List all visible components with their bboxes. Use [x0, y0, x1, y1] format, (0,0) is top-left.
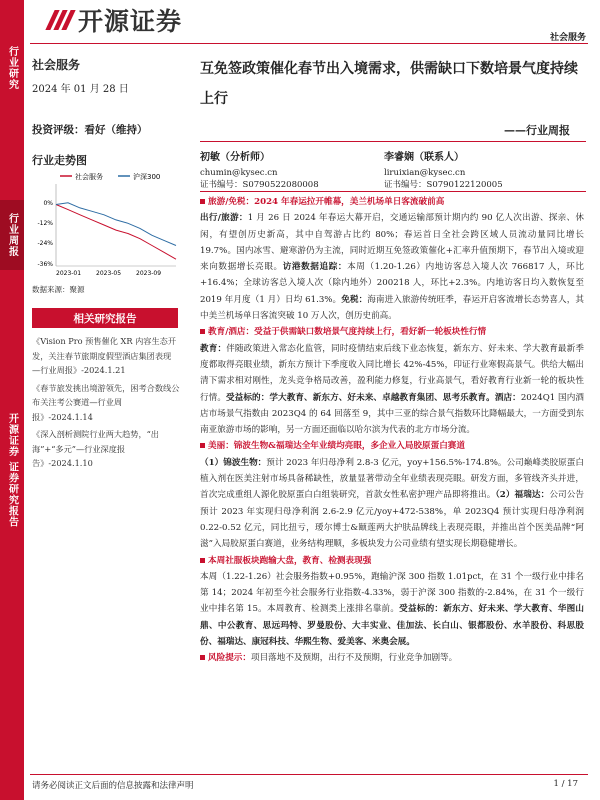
side-tab-weekly: 行业周报 [0, 200, 24, 270]
report-subtitle: ——行业周报 [504, 124, 570, 137]
brand-name: 开源证券 [78, 7, 183, 36]
report-date: 2024 年 01 月 28 日 [32, 84, 129, 95]
paragraph: 教育：伴随政策进入常态化监管，同时疫情结束后线下业态恢复，新东方、好未来、学大教育最新季度都取得亮眼业绩，新东方预计下季度收入同比增长 42%-45%，印证行业寒假高景气。供给大幅出清下需求相对刚性，龙头竞争格局改善，盈利能力修复，行业高景气，看好教育行业新一轮的板块性行情。受益标的：学大教育、新东方、好未来、卓越教育集团、思考乐教育。酒店：2024Q1 国内酒店市场景气指数由 2023Q4 的 64 回落至 9，其中三亚的综合景气指数环比降幅最大，一方面受到东南亚旅游市场的影响，另一方面还面临以哈尔滨为代表的北方市场分流。 [200, 343, 584, 436]
section-heading: 旅游/免税：2024 年春运拉开帷幕，美兰机场单日客流破前高 [208, 197, 445, 207]
legend-label-hs300: 沪深300 [133, 173, 161, 181]
legend-label-social: 社会服务 [75, 173, 103, 181]
trend-chart-svg [32, 170, 178, 280]
y-tick-3: -36% [37, 261, 53, 268]
side-tab-research: 行业研究 [6, 46, 18, 90]
trend-chart [32, 170, 178, 280]
side-tab-brand: 开源证券 证券研究报告 [6, 412, 18, 528]
data-source: 数据来源：聚源 [32, 285, 85, 294]
author-email[interactable]: chumin@kysec.cn [200, 168, 278, 178]
brand-logo [46, 6, 182, 34]
series-line-hs300 [56, 203, 176, 246]
series-line-social [56, 205, 176, 260]
trend-chart-title: 行业走势图 [32, 154, 87, 167]
author-block-1 [200, 152, 319, 191]
brand-mark-icon [46, 8, 72, 32]
x-tick-0: 2023-01 [56, 270, 82, 277]
bullet-icon [200, 655, 205, 660]
bullet-icon [200, 443, 205, 448]
report-body [200, 194, 584, 667]
footer-disclaimer[interactable]: 请务必阅读正文后面的信息披露和法律声明 [32, 781, 194, 791]
paragraph: 本周（1.22-1.26）社会服务指数+0.95%，跑输沪深 300 指数 1.01pct，在 31 个一级行业中排名第 14；2024 年初至今社会服务行业指数-4.33%，弱于沪深 300 指数的-2.84%，在 31 个一级行业中排名第 15。本周教育、检测类上涨排名靠前。受益标的：新东方、好未来、学大教育、华图山鼎、中公教育、思远玛特、罗曼股份、大丰实业、佳加法、长白山、银都股份、水羊股份、科思股份、福瑞达、康冠科技、华熙生物、爱美客、米奥会展。 [200, 571, 584, 648]
footer-rule [30, 774, 588, 775]
section-heading: 美丽：锦波生物&福瑞达全年业绩均亮眼，多企业入局胶原蛋白赛道 [208, 441, 465, 452]
bullet-icon [200, 199, 205, 204]
x-tick-2: 2023-09 [136, 270, 162, 277]
author-email[interactable]: liruixian@kysec.cn [384, 168, 466, 178]
investment-rating: 投资评级：看好（维持） [32, 124, 148, 136]
related-report-item[interactable]: 《Vision Pro 预售催化 XR 内容生态开发，关注春节旅期度假型酒店集团表现 —行业周报》-2024.1.21 [32, 336, 177, 375]
y-tick-2: -24% [37, 240, 53, 247]
header-sector-tag: 社会服务 [549, 33, 586, 43]
page-number: 1 / 17 [553, 779, 578, 789]
author-block-2 [384, 152, 503, 191]
section-heading: 教育/酒店：受益于供需缺口数培景气度持续上行，看好新一轮板块性行情 [208, 327, 487, 338]
y-tick-1: -12% [37, 220, 53, 227]
author-name: 李睿娴（联系人） [384, 152, 464, 163]
risk-paragraph: 风险提示：项目落地不及预期，出行不及预期，行业竞争加剧等。 [200, 650, 584, 666]
x-tick-1: 2023-05 [96, 270, 122, 277]
related-reports-title: 相关研究报告 [32, 308, 178, 328]
title-rule [200, 141, 586, 142]
author-name: 初敏（分析师） [200, 152, 270, 163]
y-tick-0: 0% [43, 200, 53, 207]
paragraph: （1）锦波生物：预计 2023 年归母净利 2.8-3 亿元，yoy+156.5%-174.8%。公司巅峰类胶原蛋白植入剂在医美注射市场具备稀缺性，放量显著带动全年业绩表现亮眼。研发方面，多管线齐头并进，首次完成重组人源化胶原蛋白白组装研究，首款女性私密护理产品即将推出。（2）福瑞达：公司公告预计 2023 年实现归母净利润 2.6-2.9 亿元/yoy+472-538%，单 2023Q4 预计实现归母净利润 0.22-0.52 亿元，同比扭亏，瑷尔博士&颐莲两大护肤品牌线上表现亮眼，并推出首个医美品牌“阿滋”入局胶原蛋白赛道，业务结构理顺，多板块发力公司业绩有望实现长期稳健增长。 [200, 457, 584, 550]
related-reports-list [32, 334, 180, 474]
author-cert: 证书编号：S0790122120005 [384, 180, 503, 190]
section-heading: 本周社服板块跑输大盘，教育、检测表现强 [208, 555, 372, 566]
sector-name: 社会服务 [32, 58, 81, 72]
paragraph: 出行/旅游：1 月 26 日 2024 年春运大幕开启，交通运输部预计期内约 90 亿人次出游、探亲、休闲，有望创历史新高，其中自驾游占比约 80%；春运首日全社会跨区域人员流动量同比增长 19.7%。国内冰雪、避寒游仍为主流，同时近期互免签政策催化+汇率升值预期下，春节出入境或迎来向数据增长亮眼。访港数据追踪：本周（1.20-1.26）内地访客总入境人次 766817 人，环比+16.4%；全球访客总入境人次（除内地外）200218 人，环比+2.3%。内地访客日均入数恢复至 2019 年月度（1 月）日均 61.3%。免税：海南进入旅游传统旺季，春运开启客流增长态势喜人，其中美兰机场单日客流突破 10 万人次，创历史前高。 [200, 213, 584, 322]
bullet-icon [200, 558, 205, 563]
bullet-icon [200, 329, 205, 334]
related-report-item[interactable]: 《深入剖析测院行业两大趋势，“出海”+“多元”—行业深度报告》-2024.1.10 [32, 429, 159, 468]
related-report-item[interactable]: 《春节旅发挑出境游领先，困考合数线公布关注考公赛道—行业周报》-2024.1.14 [32, 382, 180, 422]
author-cert: 证书编号：S0790522080008 [200, 180, 319, 190]
report-title: 互免签政策催化春节出入境需求，供需缺口下数培景气度持续上行 [200, 61, 578, 107]
author-rule [200, 191, 586, 192]
header-rule [30, 43, 588, 44]
